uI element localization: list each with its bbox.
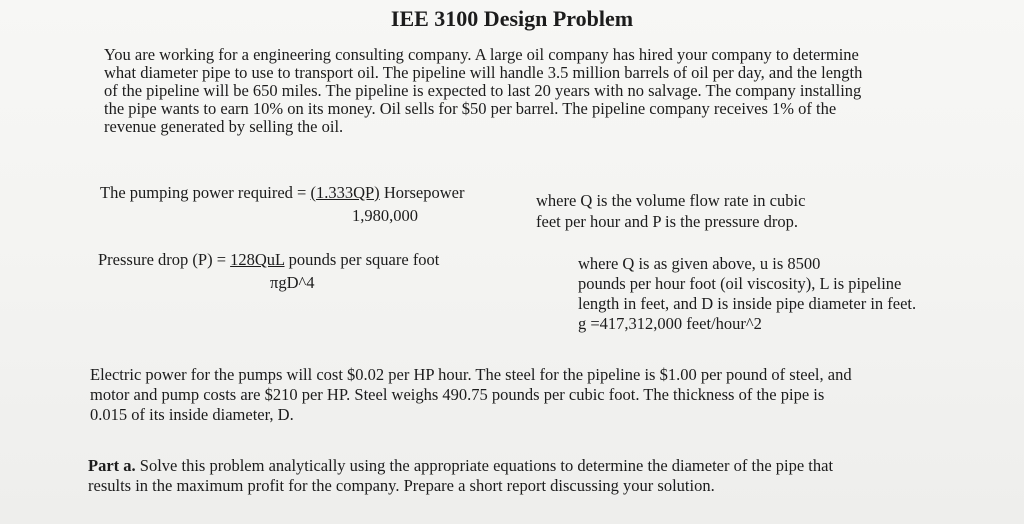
document-title: IEE 3100 Design Problem xyxy=(390,6,634,31)
part-a-text: Solve this problem analytically using the appropriate equations to determine the diameter of the pipe that xyxy=(135,456,834,475)
intro-line: You are working for a engineering consulting company. A large oil company has hired your company to determine xyxy=(104,45,859,64)
part-a-paragraph xyxy=(88,456,968,496)
costs-line: Electric power for the pumps will cost $0.02 per HP hour. The steel for the pipeline is $1.00 per pound of steel, and xyxy=(90,365,852,384)
intro-paragraph xyxy=(104,46,984,136)
costs-line: 0.015 of its inside diameter, D. xyxy=(90,405,294,424)
intro-line: revenue generated by selling the oil. xyxy=(104,117,344,136)
pressure-drop-denominator: πgD^4 xyxy=(270,273,315,292)
intro-line: the pipe wants to earn 10% on its money. Oil sells for $50 per barrel. The pipeline company receives 1% of the xyxy=(104,99,837,118)
pumping-where-line: feet per hour and P is the pressure drop. xyxy=(536,212,798,231)
intro-line: of the pipeline will be 650 miles. The pipeline is expected to last 20 years with no salvage. The company installing xyxy=(104,81,862,100)
pumping-power-prefix: The pumping power required = xyxy=(100,183,311,202)
pressure-drop-definition xyxy=(578,254,968,334)
pressure-drop-formula xyxy=(98,250,558,270)
pressure-where-line: g =417,312,000 feet/hour^2 xyxy=(578,314,762,333)
pressure-where-line: length in feet, and D is inside pipe diameter in feet. xyxy=(578,294,917,313)
pumping-power-denominator: 1,980,000 xyxy=(352,206,418,225)
pumping-power-unit: Horsepower xyxy=(379,183,465,202)
pumping-power-numerator: (1.333QP) xyxy=(310,183,380,202)
part-a-label: Part a. xyxy=(88,456,136,475)
costs-paragraph xyxy=(90,365,970,425)
costs-line: motor and pump costs are $210 per HP. Steel weighs 490.75 pounds per cubic foot. The thickness of the pipe is xyxy=(90,385,825,404)
pumping-where-line: where Q is the volume flow rate in cubic xyxy=(536,191,806,210)
pressure-drop-unit: pounds per square foot xyxy=(284,250,440,269)
pumping-power-formula xyxy=(100,183,540,203)
part-a-line xyxy=(88,456,968,476)
pressure-drop-prefix: Pressure drop (P) = xyxy=(98,250,231,269)
intro-line: what diameter pipe to use to transport oil. The pipeline will handle 3.5 million barrels of oil per day, and the length xyxy=(104,63,863,82)
pressure-drop-numerator: 128QuL xyxy=(230,250,285,269)
pumping-power-definition xyxy=(536,190,856,232)
part-a-line: results in the maximum profit for the company. Prepare a short report discussing your solution. xyxy=(88,476,715,495)
pressure-where-line: pounds per hour foot (oil viscosity), L is pipeline xyxy=(578,274,902,293)
pressure-where-line: where Q is as given above, u is 8500 xyxy=(578,254,821,273)
